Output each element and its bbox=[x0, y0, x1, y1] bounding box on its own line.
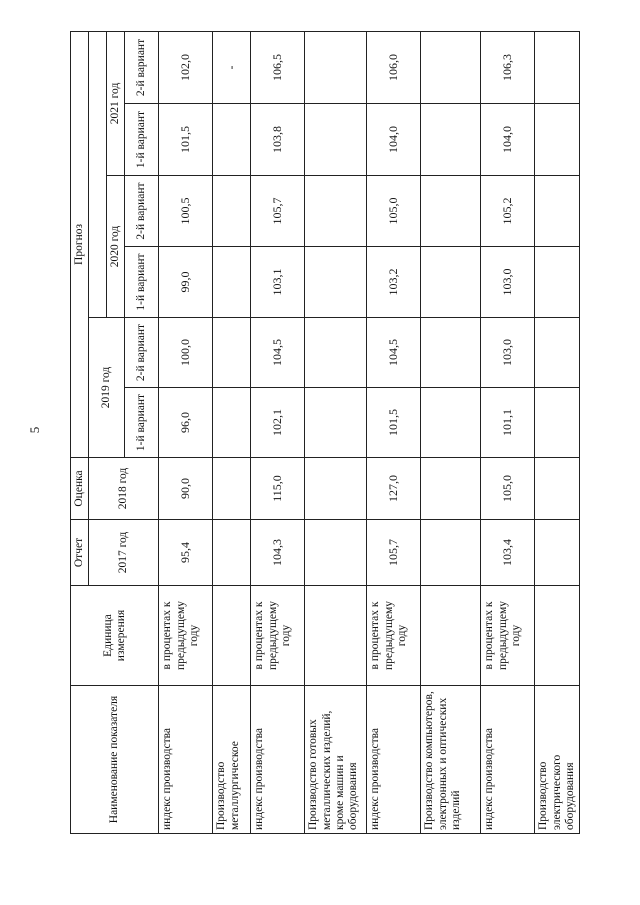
value-2019-variant-1: 101,5 bbox=[367, 388, 421, 458]
value-2019-variant-2 bbox=[213, 318, 251, 388]
value-2020-variant-2: 100,5 bbox=[159, 176, 213, 247]
value-2017 bbox=[305, 520, 367, 586]
value-2017: 103,4 bbox=[481, 520, 535, 586]
table-row bbox=[367, 31, 421, 833]
value-2020-variant-2: 105,0 bbox=[367, 176, 421, 247]
value-2021-variant-1: 103,8 bbox=[251, 104, 305, 176]
value-2020-variant-2: 105,7 bbox=[251, 176, 305, 247]
value-2018 bbox=[421, 458, 481, 520]
value-2017: 95,4 bbox=[159, 520, 213, 586]
value-2018 bbox=[305, 458, 367, 520]
table-row bbox=[481, 31, 535, 833]
header-2019-variant-2: 2-й вариант bbox=[125, 318, 159, 388]
header-2020: 2020 год bbox=[107, 176, 125, 318]
rotated-table-wrapper bbox=[70, 32, 576, 834]
value-2020-variant-1: 103,0 bbox=[481, 247, 535, 318]
value-2018 bbox=[213, 458, 251, 520]
value-2021-variant-1 bbox=[421, 104, 481, 176]
value-2017: 104,3 bbox=[251, 520, 305, 586]
header-forecast: Прогноз bbox=[71, 31, 89, 457]
unit-cell bbox=[535, 586, 580, 686]
indicator-name: индекс производства bbox=[251, 686, 305, 834]
value-2021-variant-1: 104,0 bbox=[367, 104, 421, 176]
value-2021-variant-2: 106,3 bbox=[481, 31, 535, 103]
header-2017: 2017 год bbox=[89, 520, 159, 586]
value-2017 bbox=[421, 520, 481, 586]
header-report: Отчет bbox=[71, 520, 89, 586]
forecast-table bbox=[70, 31, 580, 834]
unit-cell: в процентах к предыдущему году bbox=[367, 586, 421, 686]
unit-cell bbox=[421, 586, 481, 686]
header-2021-variant-2: 2-й вариант bbox=[125, 31, 159, 103]
unit-cell: в процентах к предыдущему году bbox=[159, 586, 213, 686]
value-2021-variant-1: 104,0 bbox=[481, 104, 535, 176]
value-2021-variant-2 bbox=[421, 31, 481, 103]
value-2020-variant-1 bbox=[421, 247, 481, 318]
section-name: Производство металлургическое bbox=[213, 686, 251, 834]
header-unit: Единица измерения bbox=[71, 586, 159, 686]
value-2019-variant-2: 103,0 bbox=[481, 318, 535, 388]
value-2020-variant-2 bbox=[305, 176, 367, 247]
table-row bbox=[535, 31, 580, 833]
value-2019-variant-2: 104,5 bbox=[251, 318, 305, 388]
section-name: Производство компьютеров, электронных и оптических изделий bbox=[421, 686, 481, 834]
unit-cell: в процентах к предыдущему году bbox=[251, 586, 305, 686]
unit-cell bbox=[213, 586, 251, 686]
value-2020-variant-1: 99,0 bbox=[159, 247, 213, 318]
value-2018: 127,0 bbox=[367, 458, 421, 520]
value-2021-variant-1 bbox=[305, 104, 367, 176]
value-2017: 105,7 bbox=[367, 520, 421, 586]
value-2018: 90,0 bbox=[159, 458, 213, 520]
value-2019-variant-2 bbox=[535, 318, 580, 388]
value-2021-variant-2: 106,5 bbox=[251, 31, 305, 103]
header-2019-variant-1: 1-й вариант bbox=[125, 388, 159, 458]
value-2021-variant-2: 102,0 bbox=[159, 31, 213, 103]
value-2019-variant-2: 104,5 bbox=[367, 318, 421, 388]
value-2021-variant-1 bbox=[213, 104, 251, 176]
header-2020-variant-2: 2-й вариант bbox=[125, 176, 159, 247]
header-estimate: Оценка bbox=[71, 458, 89, 520]
table-row bbox=[213, 31, 251, 833]
value-2021-variant-1: 101,5 bbox=[159, 104, 213, 176]
value-2019-variant-2 bbox=[305, 318, 367, 388]
value-2021-variant-2 bbox=[305, 31, 367, 103]
value-2021-variant-1 bbox=[535, 104, 580, 176]
value-2019-variant-1: 96,0 bbox=[159, 388, 213, 458]
indicator-name: индекс производства bbox=[159, 686, 213, 834]
header-forecast-subrow bbox=[89, 31, 107, 317]
table-row bbox=[251, 31, 305, 833]
value-2021-variant-2 bbox=[535, 31, 580, 103]
value-2020-variant-2 bbox=[421, 176, 481, 247]
table-row bbox=[305, 31, 367, 833]
value-2020-variant-1: 103,1 bbox=[251, 247, 305, 318]
header-2018: 2018 год bbox=[89, 458, 159, 520]
header-2021-variant-1: 1-й вариант bbox=[125, 104, 159, 176]
value-2018: 115,0 bbox=[251, 458, 305, 520]
unit-cell: в процентах к предыдущему году bbox=[481, 586, 535, 686]
header-2021: 2021 год bbox=[107, 31, 125, 175]
value-2020-variant-2 bbox=[213, 176, 251, 247]
value-2020-variant-1 bbox=[305, 247, 367, 318]
value-2021-variant-2: - bbox=[213, 31, 251, 103]
value-2019-variant-1 bbox=[421, 388, 481, 458]
value-2020-variant-2: 105,2 bbox=[481, 176, 535, 247]
value-2017 bbox=[535, 520, 580, 586]
value-2021-variant-2: 106,0 bbox=[367, 31, 421, 103]
value-2019-variant-1: 101,1 bbox=[481, 388, 535, 458]
table-row bbox=[421, 31, 481, 833]
section-name: Производство электрического оборудования bbox=[535, 686, 580, 834]
value-2019-variant-2 bbox=[421, 318, 481, 388]
value-2019-variant-1 bbox=[213, 388, 251, 458]
unit-cell bbox=[305, 586, 367, 686]
value-2020-variant-2 bbox=[535, 176, 580, 247]
value-2019-variant-1 bbox=[305, 388, 367, 458]
header-2020-variant-1: 1-й вариант bbox=[125, 247, 159, 318]
value-2020-variant-1 bbox=[213, 247, 251, 318]
value-2019-variant-1: 102,1 bbox=[251, 388, 305, 458]
value-2018: 105,0 bbox=[481, 458, 535, 520]
value-2018 bbox=[535, 458, 580, 520]
value-2020-variant-1: 103,2 bbox=[367, 247, 421, 318]
value-2019-variant-2: 100,0 bbox=[159, 318, 213, 388]
page-number: 5 bbox=[27, 426, 42, 434]
value-2020-variant-1 bbox=[535, 247, 580, 318]
value-2019-variant-1 bbox=[535, 388, 580, 458]
indicator-name: индекс производства bbox=[367, 686, 421, 834]
section-name: Производство готовых металлических изделий, кроме машин и оборудования bbox=[305, 686, 367, 834]
table-row bbox=[159, 31, 213, 833]
header-indicator: Наименование показателя bbox=[71, 686, 159, 834]
value-2017 bbox=[213, 520, 251, 586]
header-2019: 2019 год bbox=[89, 318, 125, 458]
indicator-name: индекс производства bbox=[481, 686, 535, 834]
